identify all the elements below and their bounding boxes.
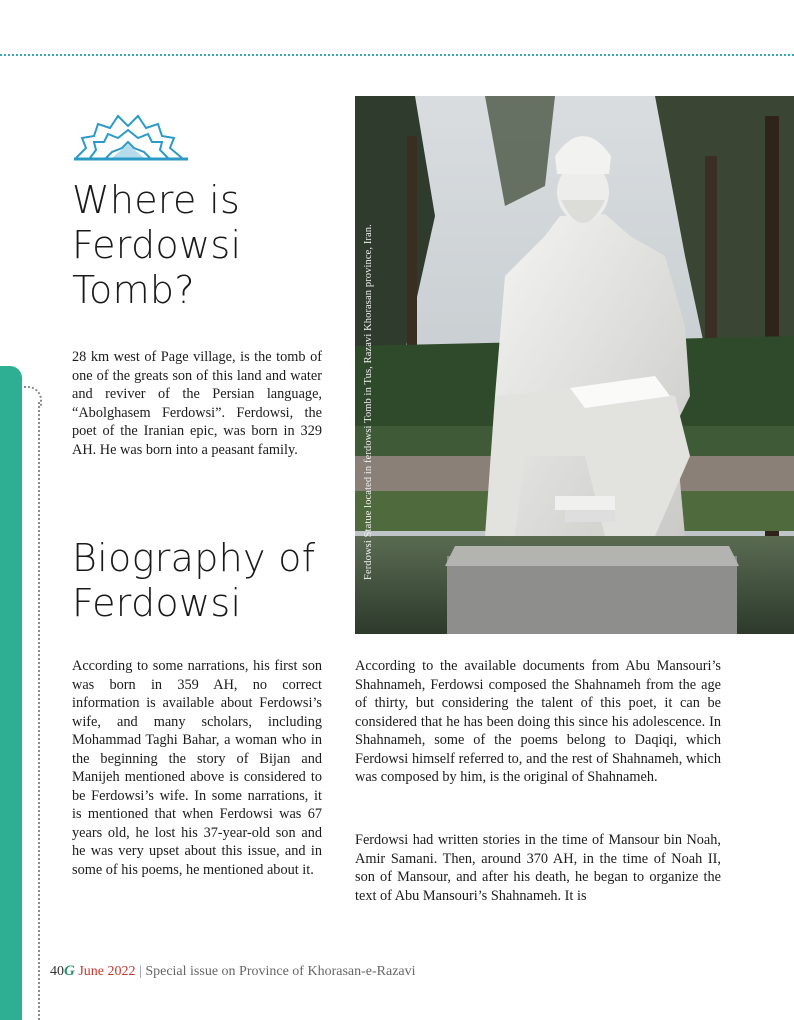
photo-caption: Ferdowsi Statue located in ferdowsi Tomb in Tus, Razavi Khorasan province, Iran. [363,224,374,580]
intro-paragraph: 28 km west of Page village, is the tomb of one of the greats son of this land and water and reviver of the Persian language, “Abolghasem Ferdowsi”. Ferdowsi, the poet of the Iranian epic, was born in 329 AH. He was born into a peasant family. [72,349,322,458]
side-accent-bar [0,366,22,1020]
footer-separator: | [139,964,142,979]
ferdowsi-statue-photo [355,96,794,634]
ornament-star-icon [72,112,190,162]
issue-date: June 2022 [78,964,136,979]
biography-right-paragraph-1: According to the available documents from Abu Mansouri’s Shahnameh, Ferdowsi composed the Shahnameh from the age of thirty, but considering the talent of this poet, it can be considered that he has been doing this since his adolescence. In Shahnameh, some of the poems belong to Daqiqi, which Ferdowsi himself referred to, and the rest of Shahnameh, which was composed by him, is the original of Shahnameh. [355,658,721,785]
issue-title: Special issue on Province of Khorasan-e-Razavi [145,964,416,979]
page-footer [50,961,416,981]
heading-biography: Biography of Ferdowsi [72,536,316,625]
biography-left-paragraph: According to some narrations, his first son was born in 359 AH, no correct information is available about Ferdowsi’s wife, and many scholars, including Mohammad Taghi Bahar, a woman who in the beginning the story of Bijan and Manijeh mentioned above is considered to be Ferdowsi’s wife. In some narrations, it is mentioned that when Ferdowsi was 67 years old, he lost his 37-year-old son and he was very upset about this issue, and in some of his poems, he mentioned about it. [72,658,322,878]
page-number: 40 [50,964,64,979]
magazine-logo-icon: G [64,963,75,979]
side-dotted-rule [38,402,40,1020]
biography-right-paragraph-2: Ferdowsi had written stories in the time of Mansour bin Noah, Amir Samani. Then, around 370 AH, in the time of Noah II, son of Mansour, and after his death, he began to organize the text of Abu Mansouri’s Shahnameh. It is [355,832,721,904]
top-dotted-rule [0,54,794,56]
heading-where-is-tomb: Where is Ferdowsi Tomb? [72,178,242,312]
